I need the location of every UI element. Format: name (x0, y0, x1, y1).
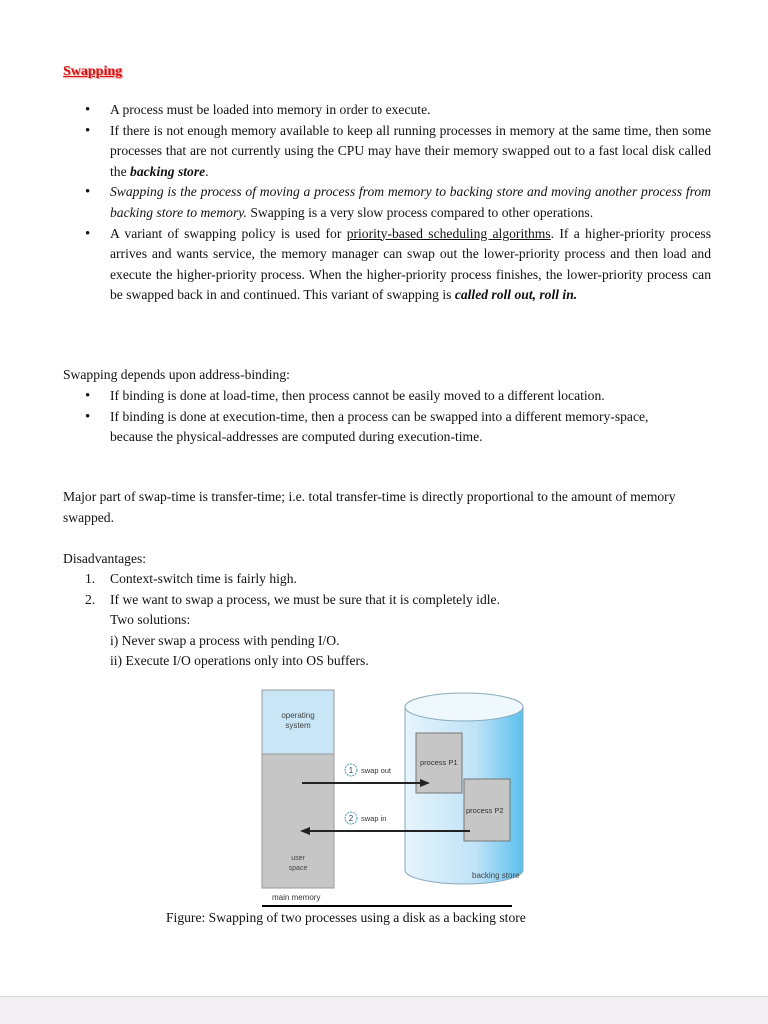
solutions-heading: Two solutions: (110, 612, 191, 628)
bullet-text: . (205, 163, 209, 179)
figure-caption: Figure: Swapping of two processes using a disk as a backing store (166, 910, 526, 925)
bullet-text: Swapping is a very slow process compared to other operations. (246, 204, 594, 220)
italic-text: Swapping is the process of moving a process from memory to backing store and moving another process from backing store to memory. (110, 184, 711, 220)
swap-out-label: swap out (361, 766, 392, 775)
list-item (63, 569, 703, 590)
disadvantages-list (63, 569, 703, 672)
bullet-text: If there is not enough memory available to keep all running processes in memory at the same time, then some processes that are not currently using the CPU may have their memory swapped out to a fast local disk called the (110, 122, 711, 179)
cylinder-top (405, 693, 523, 721)
bullet-item (63, 224, 711, 306)
bullet-item (63, 100, 711, 121)
bullet-text: A variant of swapping policy is used for (110, 225, 347, 241)
list-text: Context-switch time is fairly high. (110, 571, 297, 586)
user-space-label: user (291, 855, 305, 862)
process-p2-label: process P2 (466, 806, 504, 815)
step-1-number: 1 (348, 766, 354, 775)
bullet-item (63, 182, 711, 223)
bullet-item: • If binding is done at load-time, then process cannot be easily moved to a different location. (63, 386, 663, 407)
bullet-text: A process must be loaded into memory in order to execute. (110, 102, 431, 117)
emphasis-text: called roll out, roll in. (454, 287, 578, 303)
underlined-term: priority-based scheduling algorithms (346, 225, 551, 241)
major-part-paragraph: Major part of swap-time is transfer-time; i.e. total transfer-time is directly proportional to the amount of memory swapped. (63, 489, 676, 525)
bullet-text: . If a higher-priority process arrives and wants service, the memory manager can swap out the lower-priority process and then load and execute the higher-priority process. When the higher-priority process finishes, the lower-priority process can be swapped back in and continued. This variant of swapping is (110, 225, 712, 303)
step-2-number: 2 (348, 814, 354, 823)
os-label: operating (281, 711, 315, 720)
solution-item: i) Never swap a process with pending I/O. (110, 632, 340, 648)
swapping-diagram (250, 685, 530, 910)
list-number: 1. (85, 571, 96, 586)
user-space-label: space (288, 865, 308, 872)
swapping-bullets (63, 100, 711, 306)
main-memory-label: main memory (272, 893, 321, 902)
os-label: system (285, 721, 311, 730)
bullet-item (63, 121, 711, 183)
binding-heading: Swapping depends upon address-binding: (63, 367, 290, 382)
backing-store-label: backing store (472, 871, 520, 880)
list-item (63, 590, 703, 611)
section-title: Swapping (63, 64, 123, 79)
binding-bullets (63, 386, 663, 448)
disadvantages-heading: Disadvantages: (63, 551, 147, 566)
emphasis-text: backing store (130, 163, 206, 179)
process-p1-label: process P1 (420, 758, 458, 767)
list-text: If we want to swap a process, we must be sure that it is completely idle. (110, 591, 500, 607)
list-number: 2. (85, 591, 96, 607)
solution-item: ii) Execute I/O operations only into OS buffers. (110, 653, 369, 669)
bullet-item: • If binding is done at execution-time, then a process can be swapped into a different memory-space, because the physical-addresses are computed during execution-time. (63, 407, 663, 448)
swap-in-label: swap in (361, 814, 387, 823)
